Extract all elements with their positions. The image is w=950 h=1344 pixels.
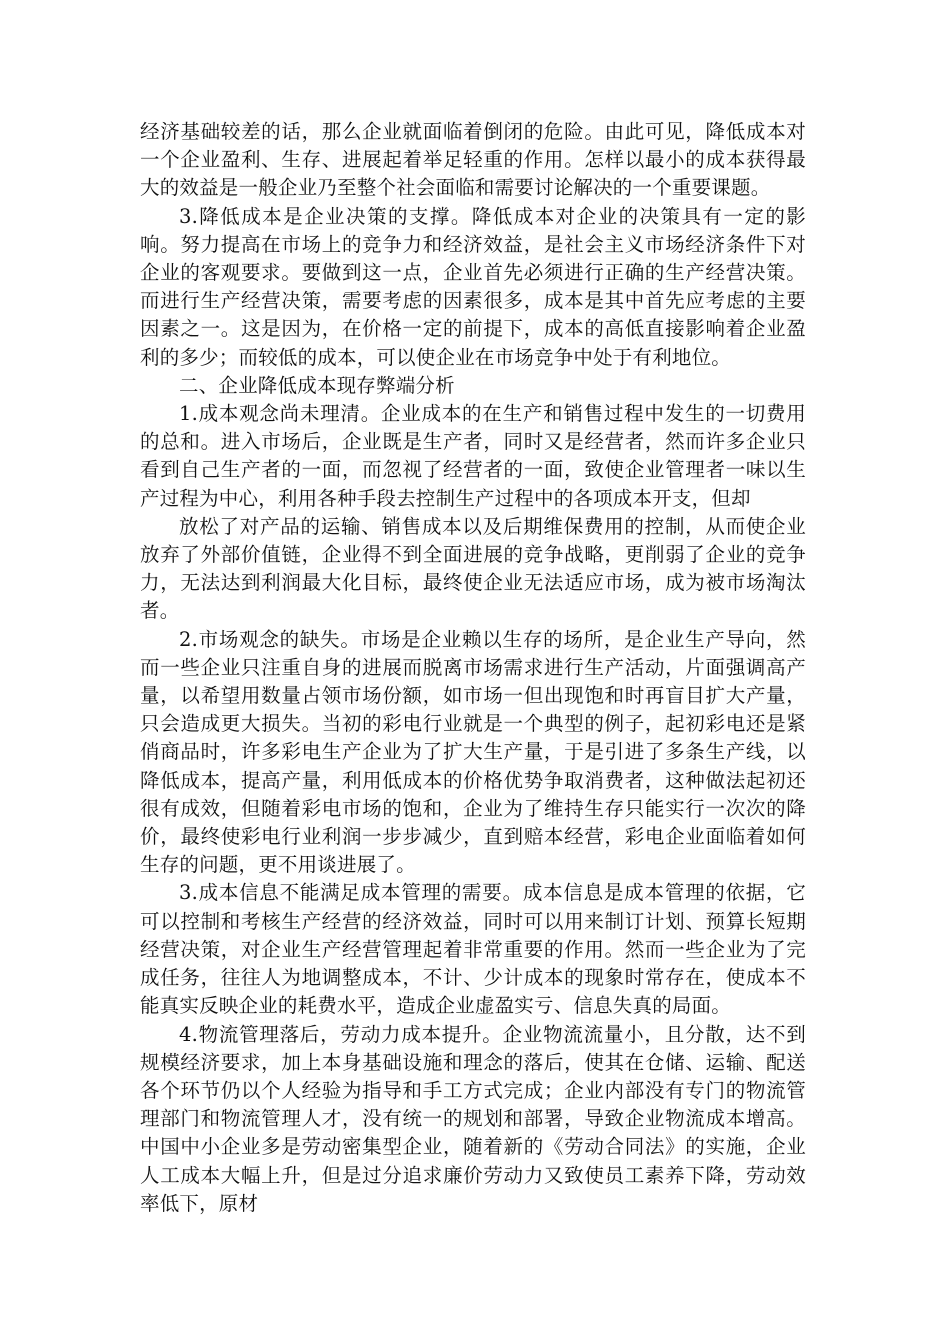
paragraph-point-1-continuation: 放松了对产品的运输、销售成本以及后期维保费用的控制，从而使企业放弃了外部价值链，企业得不到全面进展的竞争战略，更削弱了企业的竞争力，无法达到利润最大化目标，最终使企业无法适应市场，成为被市场淘汰者。 [140, 514, 806, 623]
section-heading-2: 二、企业降低成本现存弊端分析 [179, 373, 455, 397]
paragraph-point-4-logistics: 4.物流管理落后，劳动力成本提升。企业物流流量小，且分散，达不到规模经济要求，加上本身基础设施和理念的落后，使其在仓储、运输、配送各个环节仍以个人经验为指导和手工方式完成；企业内部没有专门的物流管理部门和物流管理人才，没有统一的规划和部署，导致企业物流成本增高。中国中小企业多是劳动密集型企业，随着新的《劳动合同法》的实施，企业人工成本大幅上升，但是过分追求廉价劳动力又致使员工素养下降，劳动效率低下，原材 [140, 1022, 806, 1215]
paragraph-point-3-cost-information: 3.成本信息不能满足成本管理的需要。成本信息是成本管理的依据，它可以控制和考核生产经营的经济效益，同时可以用来制订计划、预算长短期经营决策，对企业生产经营管理起着非常重要的作用。然而一些企业为了完成任务，往往人为地调整成本，不计、少计成本的现象时常存在，使成本不能真实反映企业的耗费水平，造成企业虚盈实亏、信息失真的局面。 [140, 881, 806, 1018]
paragraph-point-2-market-concept: 2.市场观念的缺失。市场是企业赖以生存的场所，是企业生产导向，然而一些企业只注重自身的进展而脱离市场需求进行生产活动，片面强调高产量，以希望用数量占领市场份额，如市场一但出现饱和时再盲目扩大产量，只会造成更大损失。当初的彩电行业就是一个典型的例子，起初彩电还是紧俏商品时，许多彩电生产企业为了扩大生产量，于是引进了多条生产线，以降低成本，提高产量，利用低成本的价格优势争取消费者，这种做法起初还很有成效，但随着彩电市场的饱和，企业为了维持生存只能实行一次次的降价，最终使彩电行业利润一步步减少，直到赔本经营，彩电企业面临着如何生存的问题，更不用谈进展了。 [140, 627, 806, 877]
paragraph-point-3-decision-support: 3.降低成本是企业决策的支撑。降低成本对企业的决策具有一定的影响。努力提高在市场上的竞争力和经济效益，是社会主义市场经济条件下对企业的客观要求。要做到这一点，企业首先必须进行正确的生产经营决策。而进行生产经营决策，需要考虑的因素很多，成本是其中首先应考虑的主要因素之一。这是因为，在价格一定的前提下，成本的高低直接影响着企业盈利的多少；而较低的成本，可以使企业在市场竞争中处于有利地位。 [140, 204, 806, 369]
paragraph-point-1-cost-concept: 1.成本观念尚未理清。企业成本的在生产和销售过程中发生的一切费用的总和。进入市场后，企业既是生产者，同时又是经营者，然而许多企业只看到自己生产者的一面，而忽视了经营者的一面，致使企业管理者一味以生产过程为中心，利用各种手段去控制生产过程中的各项成本开支，但却 [140, 402, 806, 510]
paragraph-intro-continuation: 经济基础较差的话，那么企业就面临着倒闭的危险。由此可见，降低成本对一个企业盈利、生存、进展起着举足轻重的作用。怎样以最小的成本获得最大的效益是一般企业乃至整个社会面临和需要讨论解决的一个重要课题。 [140, 120, 806, 200]
document-body [140, 118, 806, 1218]
